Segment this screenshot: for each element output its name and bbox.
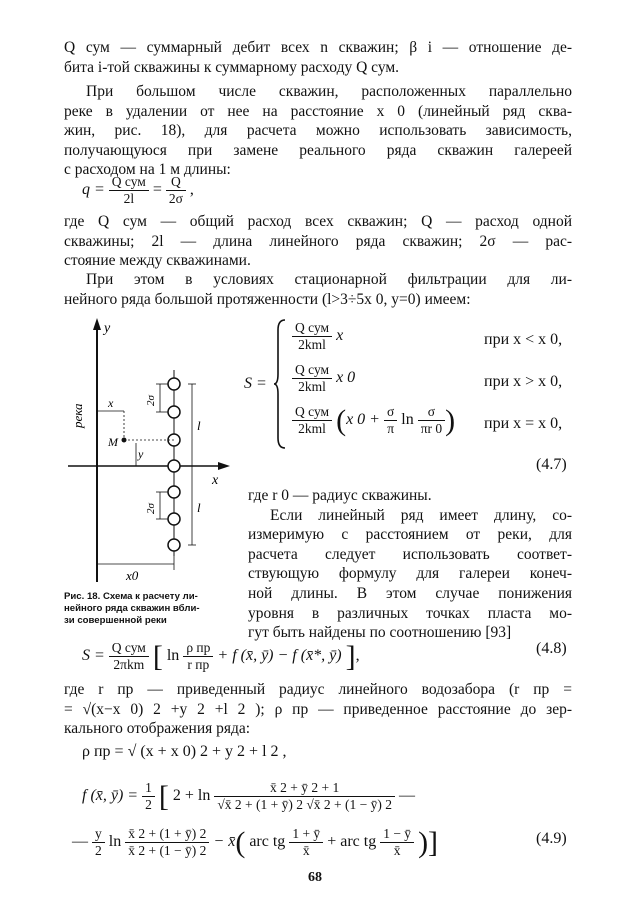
text-line: гут быть найдены по соотношению [93] [248,624,512,642]
x0-label: x0 [126,568,139,583]
equals-sign: = [152,181,162,199]
text-line: скважины; 2l — длина линейного ряда скважин; 2σ — рас- [64,232,572,250]
numerator: Q сум [109,174,149,191]
formula-q [82,174,194,207]
x-arrow-icon [218,462,230,470]
paragraph-definitions [64,38,572,77]
text-line: нейного ряда большой протяженности (l>3÷5x 0, y=0) имеем: [64,290,471,308]
x-coord-label: x [108,396,114,410]
river-label: река [70,403,85,428]
eq47-cond-2: при x > x 0, [484,373,563,390]
text-line: измеримую с расстоянием от реки, для [248,526,572,544]
paragraph-where-q [64,212,572,271]
paragraph-stationary [64,270,572,309]
eq49-line3: — $\frac{y}{2}$ ln $\frac{x̄ 2 + (1 + ȳ) 2}{x̄ 2 + (1 - ȳ) 2}$ − x̄( arc tg $\frac{1 + ȳ}{x̄}$ + arc tg $\frac{1 - ȳ}{x̄}$ )] [72,826,439,860]
sigma-label: 2σ [145,503,157,514]
eq47-case-1: $\frac{\text{Q сум}}{\text{2kml}}$ x [292,320,343,353]
numerator: Q [166,174,186,191]
formula-lhs: q = [82,181,105,199]
text-line: жин, рис. 18), для расчета можно использовать зависимость, [64,122,572,140]
y-coord-label: y [138,447,144,461]
eq47-case-2: $\frac{\text{Q сум}}{\text{2kml}}$ x 0 [292,362,355,395]
eq48: S = $\frac{\text{Q сум}}{\text{2πkm}}$ [ ln $\frac{\text{ρ пр}}{\text{r пр}}$ + f (x̄, ȳ) − f (x̄*, ȳ) ], [82,640,360,674]
caption-line: нейного ряда скважин вбли- [64,603,200,614]
well-circle [168,486,180,498]
l-label: l [197,500,201,515]
eq47-lhs: S = [244,375,267,392]
text-line: кального отображения ряда: [64,720,251,738]
equation-number: (4.9) [536,830,567,847]
y-arrow-icon [93,318,101,330]
left-brace-icon [273,318,287,450]
text-line: бита i-той скважины к суммарному расходу Q сум. [64,58,400,76]
comma: , [189,181,194,199]
text-line: где r 0 — радиус скважины. [248,487,432,504]
text-line: При большом числе скважин, расположенных параллельно [86,83,572,100]
well-circle [168,539,180,551]
eq49-f: f (x̄, ȳ) = $\frac{1}{2}$ [ 2 + ln $\frac{x̄ 2 + ȳ 2 + 1}{√x̄ 2 + (1 + ȳ) 2 √x̄ 2 + (1 - ȳ) 2}$ — [82,780,415,814]
figure-caption [64,591,240,627]
text-line: получающуюся при замене реального ряда скважин галереей [64,141,572,159]
paragraph-reduced-radius [64,680,572,739]
eq47-cond-3: при x = x 0, [484,415,563,432]
text-line: где Q сум — общий расход всех скважин; Q — расход одной [64,213,572,230]
fraction [166,174,186,207]
y-axis-label: y [104,321,111,336]
equation-number: (4.8) [536,640,567,657]
page-number: 68 [308,870,322,885]
text-line: Если линейный ряд имеет длину, со- [270,506,572,524]
caption-line: Рис. 18. Схема к расчету ли- [64,591,198,602]
text-line: ствующую формулу для галереи конеч- [248,565,572,583]
point-m-label: M [108,435,118,449]
sigma-label: 2σ [145,395,157,406]
caption-line: зи совершенной реки [64,615,167,626]
well-circle [168,378,180,390]
text-line: Q сум — суммарный дебит всех n скважин; β i — отношение де- [64,39,572,56]
denominator: 2l [123,191,135,206]
eq47-case-3: $\frac{\text{Q сум}}{\text{2kml}}$ (x 0 + $\frac{\sigma}{\pi}$ ln $\frac{\sigma}{\pi r 0}$ ) [292,404,455,437]
paragraph-linear-row [64,82,572,180]
fraction [109,174,149,207]
text-line: реке в удалении от нее на расстояние x 0 (линейный ряд сква- [64,102,572,120]
text-line: где r пр — приведенный радиус линейного водозабора (r пр = [64,681,572,698]
well-circle [168,460,180,472]
text-line: с расходом на 1 м длины: [64,161,231,179]
equation-number: (4.7) [536,456,567,473]
text-line: уровня в различных точках пласта мо- [248,604,572,622]
x-axis-label: x [212,473,219,488]
text-line: ной длины. В этом случае понижения [248,584,572,602]
figure-18-diagram [64,318,240,590]
text-line: При этом в условиях стационарной фильтрации для ли- [86,271,572,288]
well-circle [168,513,180,525]
eq49-rho: ρ пр = √ (x + x 0) 2 + y 2 + l 2 , [82,743,287,760]
denominator: 2σ [168,191,183,206]
paragraph-finite-row [248,486,572,643]
eq47-cond-1: при x < x 0, [484,331,563,348]
point-m [122,438,127,443]
text-line: = √(x−x 0) 2 +y 2 +l 2 ); ρ пр — приведенное расстояние до зер- [64,700,572,718]
text-line: расчета следует использовать соответ- [248,545,572,563]
well-circle [168,406,180,418]
text-line: стояние между скважинами. [64,252,251,270]
l-label: l [197,418,201,433]
